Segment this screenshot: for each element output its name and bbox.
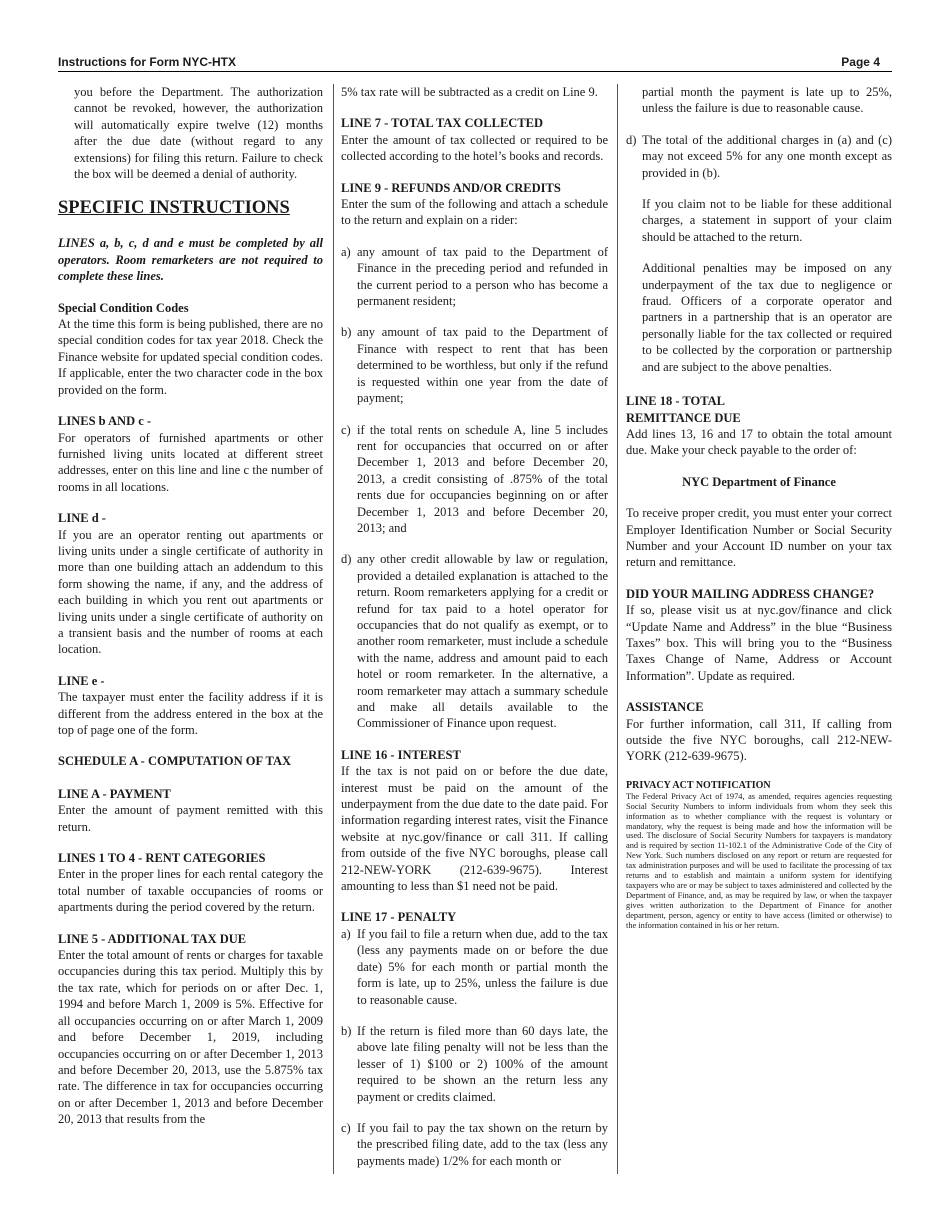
line-7-text: Enter the amount of tax collected or required to be collected according to the hotel’s books and records. [341,132,608,164]
line-a-text: Enter the amount of payment remitted with this return. [58,803,323,834]
mailing-heading: DID YOUR MAILING ADDRESS CHANGE? [626,586,875,601]
list-item [341,1120,608,1169]
specific-instructions-heading: SPECIFIC INSTRUCTIONS [58,198,290,219]
column-2 [341,84,608,1184]
line-18-heading [626,393,892,426]
line-a-heading: LINE A - PAYMENT [58,786,171,801]
list-item-label: a) [341,926,351,941]
lines-bc-text: For operators of furnished apartments or other furnished living units located at different street addresses, enter on this line and line c the number of rooms in all locations. [58,430,323,494]
line-e-heading: LINE e - [58,673,105,688]
claim-text: If you claim not to be liable for these additional charges, a statement in support of your claim should be attached to the return. [642,197,892,244]
column-3 [626,84,892,931]
list-item-label: b) [341,325,352,340]
continuation-text: you before the Department. The authorization cannot be revoked, however, the authorization will automatically expire twelve (12) months after the due date (without regard to any extensions) for filing this return. Failure to check the box will be deemed a denial of authority. [74,85,323,182]
line-18-text: Add lines 13, 16 and 17 to obtain the total amount due. Make your check payable to the order of: [626,426,892,458]
list-item-text: If the return is filed more than 60 days late, the above late filing penalty will not be less than the lesser of 1) $100 or 2) 100% of the amount required to be shown an the return less any payment or credits claimed. [357,1023,608,1104]
line-7-heading: LINE 7 - TOTAL TAX COLLECTED [341,116,544,131]
continuation-text: partial month the payment is late up to 25%, unless the failure is due to reasonable cause. [642,85,892,116]
line-5-heading: LINE 5 - ADDITIONAL TAX DUE [58,931,247,946]
lines-1-4-text: Enter in the proper lines for each rental category the total number of taxable occupancies of rooms or apartments during the period covered by the return. [58,867,323,915]
list-item-text: any amount of tax paid to the Department of Finance with respect to rent that has been determined to be worthless, but only if the refund is requested within one year from the date of payment; [357,325,608,406]
list-item-label: d) [341,552,352,567]
credit-text: To receive proper credit, you must enter your correct Employer Identification Number or Social Security Number and your Account ID number on your tax return and remittance. [626,506,892,570]
continuation-text: 5% tax rate will be subtracted as a credit on Line 9. [341,85,598,99]
mailing-text: If so, please visit us at nyc.gov/finance and click “Update Name and Address” in the blue “Business Taxes” box. This will bring you to the “Business Taxes Change of Name, Address or Account Information”. Update as required. [626,603,892,683]
list-item [341,926,608,1008]
special-codes-heading: Special Condition Codes [58,300,189,315]
list-item-text: any amount of tax paid to the Department of Finance in the preceding period and refunded in the current period to a person who has become a permanent resident; [357,244,608,309]
assistance-text: For further information, call 311, If calling from outside the five NYC boroughs, call 212-NEW-YORK (212-639-9675). [626,716,892,764]
line-9-text: Enter the sum of the following and attach a schedule to the return and explain on a rider: [341,197,608,228]
line-e-text: The taxpayer must enter the facility address if it is different from the address entered in the box at the top of page one of the form. [58,690,323,737]
list-item [341,1023,608,1105]
line-16-heading: LINE 16 - INTEREST [341,747,461,762]
schedule-a-heading: SCHEDULE A - COMPUTATION OF TAX [58,754,292,769]
privacy-heading: PRIVACY ACT NOTIFICATION [626,779,771,791]
header-rule [58,71,892,72]
special-codes-text: At the time this form is being published, there are no special condition codes for tax year 2018. Check the Finance website for updated special condition codes. If applicable, enter the two character code in the box provided on the form. [58,317,323,397]
additional-penalties-text: Additional penalties may be imposed on any underpayment of the tax due to negligence or fraud. Officers of a corporate operator and partners in a partnership that is an operator are personally liable for the tax collected or required to be collected by the corporation or partnership and are subject to the above penalties. [642,261,892,374]
privacy-text: The Federal Privacy Act of 1974, as amended, requires agencies requesting Social Security Numbers to inform individuals from whom they seek this information as to whether compliance with the request is voluntary or mandatory, why the request is being made and how the information will be used. The disclosure of Social Security Numbers for taxpayers is mandatory and is required by section 11-102.1 of the Administrative Code of the City of New York. Such numbers disclosed on any report or return are requested for tax administration purposes and will be used to facilitate the processing of tax returns and to establish and maintain a uniform system for identifying taxpayers who are or may be subject to taxes administered and collected by the Department of Finance, and, as may be required by law, or when the taxpayer gives written authorization to the Department of Finance for another department, person, agency or entity to have access (limited or otherwise) to the information contained in his or her return. [626,791,892,930]
page-header [58,55,892,71]
list-item-text: any other credit allowable by law or regulation, provided a detailed explanation is attached to the return. Room remarketers applying for a credit or refund for tax paid to a hotel operator for occupancies that do not qualify as exempt, or to another room remarketer, must include a schedule with the name, address and amount paid to each hotel or room remarketer. In the alternative, a room remarketer may attach a summary schedule and make all details available to the Commissioner of Finance upon request. [357,552,608,731]
list-item-label: b) [341,1023,352,1038]
list-item-text: If you fail to pay the tax shown on the return by the prescribed filing date, add to the tax (less any payments made) 1/2% for each month or [357,1120,608,1168]
list-item [341,244,608,310]
lines-bc-heading: LINES b AND c - [58,414,152,429]
form-title: Instructions for Form NYC-HTX [58,55,237,69]
list-item-text: If you fail to file a return when due, add to the tax (less any payments made on or before the due date) 5% for each month or partial month the form is late, up to 25%, unless the failure is due to reasonable cause. [357,926,608,1007]
assistance-heading: ASSISTANCE [626,700,704,715]
payee-name: NYC Department of Finance [682,474,836,489]
list-item-label: a) [341,244,351,259]
line-d-text: If you are an operator renting out apartments or living units under a single certificate of authority in more than one building attach an addendum to this form showing the name, if any, and the address of each building in which you rent out apartments or living units under a single certificate of authority on a transient basis and the number of rooms at each location. [58,527,323,657]
list-item-text: The total of the additional charges in (a) and (c) may not exceed 5% for any one month except as provided in (b). [642,132,892,180]
list-item-label: c) [341,1120,351,1135]
page-number: Page 4 [841,55,880,69]
line-17-heading: LINE 17 - PENALTY [341,910,457,925]
list-item-text: if the total rents on schedule A, line 5 includes rent for occupancies that occurred on or after December 1, 2013 and before December 20, 2013, a credit consisting of .875% of the total rents due for occupancies beginning on or after December 1, 2013 and before December 20, 2013; and [357,422,608,535]
lines-1-4-heading: LINES 1 TO 4 - RENT CATEGORIES [58,851,266,866]
line-18-heading-line1: LINE 18 - TOTAL [626,394,725,409]
column-divider-2 [617,84,618,1174]
list-item [341,422,608,537]
list-item-label: c) [341,422,351,437]
column-divider-1 [333,84,334,1174]
line-18-heading-line2: REMITTANCE DUE [626,410,741,425]
line-d-heading: LINE d - [58,511,106,526]
lines-note: LINES a, b, c, d and e must be completed by all operators. Room remarketers are not required to complete these lines. [58,236,323,284]
list-item-label: d) [626,132,637,147]
column-1 [58,84,323,1143]
line-9-heading: LINE 9 - REFUNDS AND/OR CREDITS [341,180,561,195]
list-item [626,132,892,181]
list-item [341,551,608,731]
line-16-text: If the tax is not paid on or before the due date, interest must be paid on the amount of the underpayment from the due date to the date paid. For information regarding interest rates, visit the Finance website at nyc.gov/finance or call 311. If calling from outside of the five NYC boroughs, please call 212-NEW-YORK (212-639-9675). Interest amounting to less than $1 need not be paid. [341,764,608,894]
list-item [341,324,608,406]
line-5-text: Enter the total amount of rents or charges for taxable occupancies during this tax period. Multiply this by the tax rate, which for periods on or after Dec. 1, 1994 and before March 1, 2009 is 5%. Effective for all occupancies occurring on or after March 1, 2009 and before December 1, 2019, including occupancies occurring on or after December 1, 2013 and before December 20, 2013, use the 5.875% tax rate. The difference in tax for occupancies occurring on or after December 1, 2013 and before December 20, 2013 that results from the [58,948,323,1127]
